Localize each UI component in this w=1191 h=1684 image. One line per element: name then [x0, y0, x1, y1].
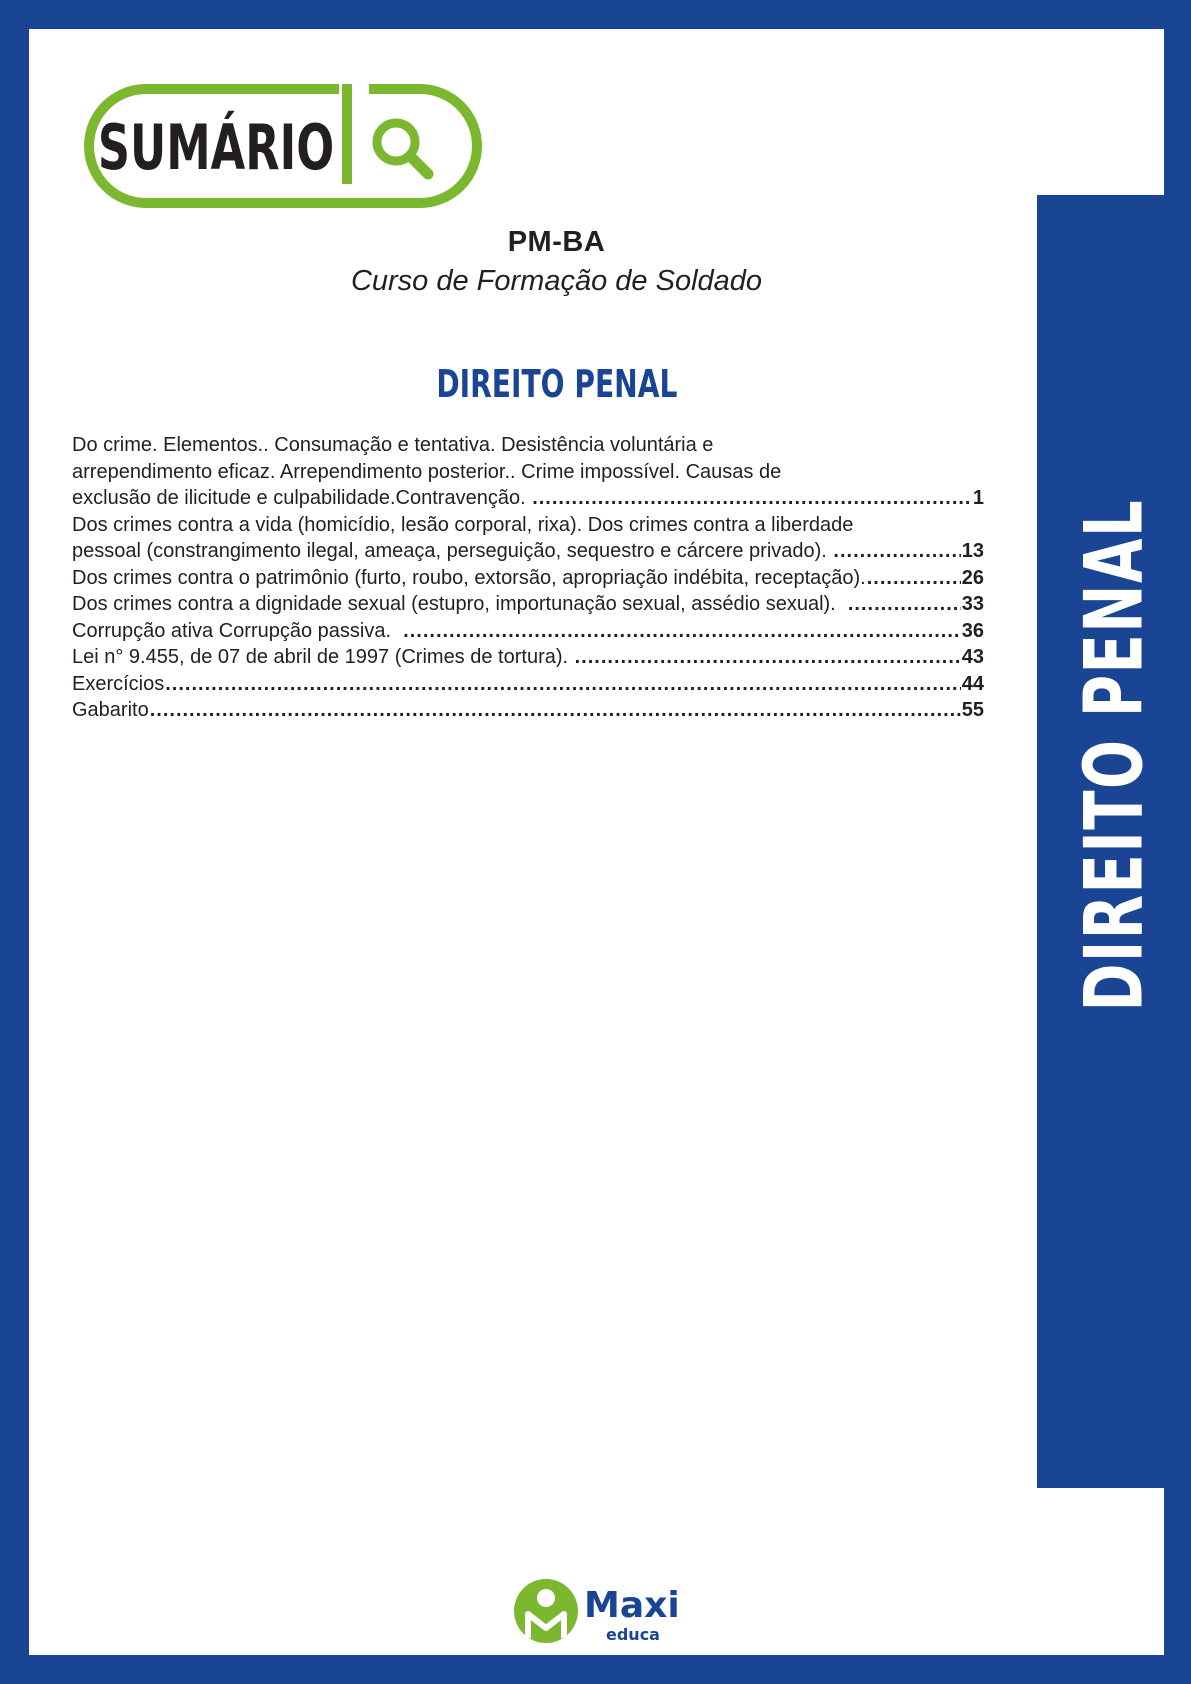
toc-entry-last-line	[72, 697, 984, 724]
toc-entry-last-line	[72, 485, 984, 512]
toc-entry-last-line	[72, 671, 984, 698]
toc-leader-dots	[867, 565, 961, 592]
toc-entry[interactable]	[72, 644, 984, 671]
toc-entry-text: Exercícios	[72, 672, 165, 695]
toc-page-number: 55	[961, 699, 984, 721]
sumario-logo	[84, 84, 482, 208]
toc-entry-text: arrependimento eficaz. Arrependimento posterior.. Crime impossível. Causas de	[72, 460, 782, 483]
toc-entry-text: Gabarito	[72, 699, 149, 721]
toc-entry-text: Dos crimes contra o patrimônio (furto, roubo, extorsão, apropriação indébita, receptação).	[72, 566, 866, 589]
toc-entry-text: Dos crimes contra a dignidade sexual (estupro, importunação sexual, assédio sexual).	[72, 593, 847, 615]
maxi-person-icon	[514, 1579, 578, 1643]
maxi-educa-logo	[514, 1576, 684, 1646]
maxi-tagline: educa	[606, 1625, 660, 1644]
toc-entry[interactable]	[72, 671, 984, 698]
toc-entry-last-line	[72, 565, 984, 592]
toc-entry[interactable]	[72, 697, 984, 724]
toc-entry-last-line	[72, 644, 984, 671]
toc-entry[interactable]	[72, 618, 984, 645]
toc-entry-text: pessoal (constrangimento ilegal, ameaça, perseguição, sequestro e cárcere privado).	[72, 540, 833, 562]
toc-entry-text: exclusão de ilicitude e culpabilidade.Contravenção.	[72, 487, 532, 509]
toc-page-number: 36	[961, 619, 984, 642]
toc-leader-dots	[532, 485, 972, 512]
page-subtitle: Curso de Formação de Soldado	[350, 265, 763, 297]
toc-leader-dots	[403, 618, 961, 645]
toc-entry-text: Dos crimes contra a vida (homicídio, lesão corporal, rixa). Dos crimes contra a liberdade	[72, 513, 854, 536]
toc-entry[interactable]	[72, 565, 984, 592]
maxi-name: Maxi	[584, 1585, 680, 1626]
toc-entry[interactable]	[72, 432, 984, 512]
toc-leader-dots	[165, 671, 961, 698]
toc-entry-last-line	[72, 538, 984, 565]
toc-entry-text: Corrupção ativa Corrupção passiva.	[72, 619, 403, 642]
toc-entry-text: Do crime. Elementos.. Consumação e tentativa. Desistência voluntária e	[72, 434, 714, 456]
toc-leader-dots	[575, 644, 961, 671]
toc-page-number: 33	[961, 593, 984, 615]
section-title: DIREITO PENAL	[435, 362, 678, 406]
toc-page-number: 1	[972, 487, 984, 509]
side-band-label: DIREITO PENAL	[1067, 498, 1161, 1012]
toc-page-number: 43	[961, 646, 984, 668]
search-icon	[377, 123, 428, 174]
table-of-contents	[72, 432, 984, 724]
toc-leader-dots	[833, 538, 960, 565]
toc-entry-last-line	[72, 618, 984, 645]
toc-page-number: 13	[961, 540, 984, 562]
toc-leader-dots	[150, 697, 961, 724]
page-title: PM-BA	[507, 226, 606, 258]
sumario-label: SUMÁRIO	[97, 111, 335, 184]
toc-page-number: 26	[961, 566, 984, 589]
toc-leader-dots	[848, 591, 961, 618]
toc-entry-text: Lei n° 9.455, de 07 de abril de 1997 (Crimes de tortura).	[72, 646, 574, 668]
toc-page-number: 44	[961, 672, 984, 695]
toc-entry[interactable]	[72, 512, 984, 565]
toc-entry-last-line	[72, 591, 984, 618]
toc-entry[interactable]	[72, 591, 984, 618]
